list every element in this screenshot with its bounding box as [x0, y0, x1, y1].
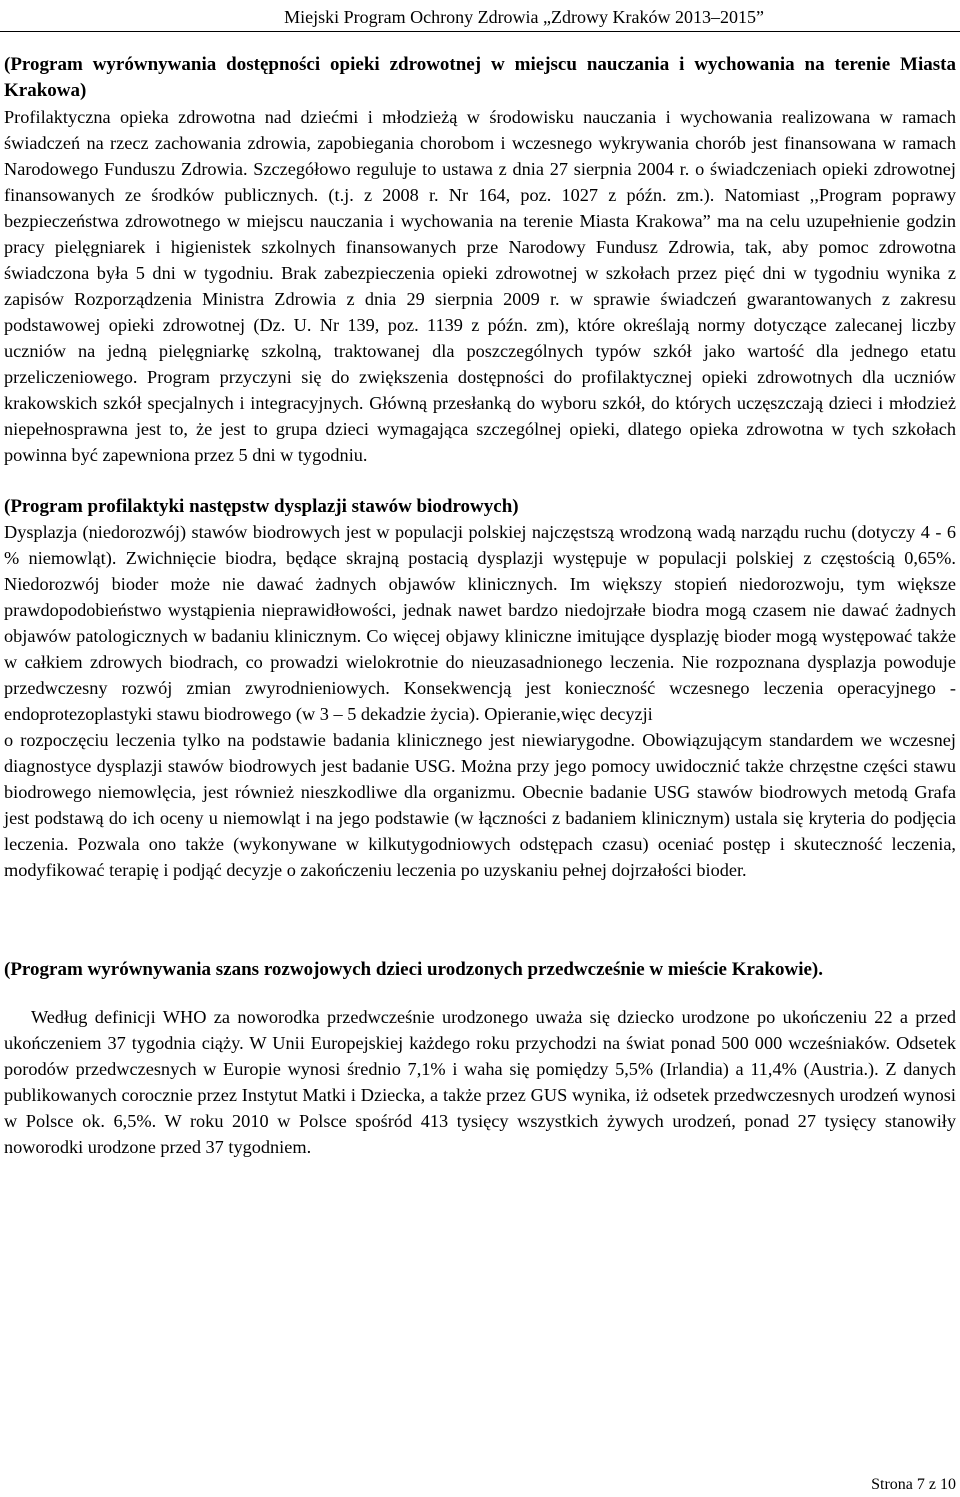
section-heading: (Program wyrównywania szans rozwojowych dzieci urodzonych przedwcześnie w mieście Krakowie). — [4, 959, 823, 980]
section-heading: (Program profilaktyki następstw dysplazji stawów biodrowych) — [4, 496, 519, 517]
body-paragraph: Dysplazja (niedorozwój) stawów biodrowych jest w populacji polskiej najczęstszą wrodzoną wadą narządu ruchu (dotyczy 4 - 6 % niemowląt). Zwichnięcie biodra, będące skrajną postacią dysplazji występuje w populacji polskiej z częstością 0,65%. Niedorozwój bioder może nie dawać żadnych objawów klinicznych. Im większy stopień niedorozwoju, tym większe prawdopodobieństwo wystąpienia nieprawidłowości, jednak nawet bardzo niedojrzałe biodra mogą czasem nie dawać żadnych objawów patologicznych w badaniu klinicznym. Co więcej objawy kliniczne imitujące dysplazję bioder mogą występować także w całkiem zdrowych biodrach, co prowadzi wielokrotnie do nieuzasadnionego leczenia. Nie rozpoznana dysplazja powoduje przedwczesny rozwój zmian zwyrodnieniowych. Konsekwencją jest konieczność wczesnego leczenia operacyjnego - endoprotezoplastyki stawu biodrowego (w 3 – 5 dekadzie życia). Opieranie,więc decyzji — [4, 522, 956, 724]
body-paragraph: Według definicji WHO za noworodka przedwcześnie urodzonego uważa się dziecko urodzone po ukończeniu 22 a przed ukończeniem 37 tygodnia ciąży. W Unii Europejskiej każdego roku przychodzi na świat ponad 500 000 wcześniaków. Odsetek porodów przedwczesnych w Europie wynosi średnio 7,1% i waha się pomiędzy 5,5% (Irlandia) a 11,4% (Austria.). Z danych publikowanych corocznie przez Instytut Matki i Dziecka, a także przez GUS wynika, iż odsetek przedwczesnych urodzeń wynosi w Polsce ok. 6,5%. W roku 2010 w Polsce spośród 413 tysięcy wszystkich żywych urodzeń, ponad 27 tysięcy stanowiły noworodki urodzone przed 37 tygodniem. — [4, 1007, 956, 1157]
header-rule — [0, 31, 960, 32]
page-content — [4, 52, 956, 1160]
page-number: Strona 7 z 10 — [871, 1476, 956, 1493]
section-hip-dysplasia-program — [4, 494, 956, 883]
section-premature-children-program — [4, 956, 956, 1160]
running-header: Miejski Program Ochrony Zdrowia „Zdrowy Kraków 2013–2015” — [284, 7, 764, 27]
body-paragraph: Profilaktyczna opieka zdrowotna nad dziećmi i młodzieżą w środowisku nauczania i wychowania realizowana w ramach świadczeń na rzecz zachowania zdrowia, zapobiegania chorobom i wczesnego wykrywania chorób jest finansowana w ramach Narodowego Funduszu Zdrowia. Szczegółowo reguluje to ustawa z dnia 27 sierpnia 2004 r. o świadczeniach opieki zdrowotnej finansowanych ze środków publicznych. (t.j. z 2008 r. Nr 164, poz. 1027 z późn. zm.). Natomiast ,,Program poprawy bezpieczeństwa zdrowotnego w miejscu nauczania i wychowania na terenie Miasta Krakowa” ma na celu uzupełnienie godzin pracy pielęgniarek i higienistek szkolnych finansowanych prze Narodowy Fundusz Zdrowia, tak, aby pomoc zdrowotna świadczona była 5 dni w tygodniu. Brak zabezpieczenia opieki zdrowotnej w szkołach przez pięć dni w tygodniu wynika z zapisów Rozporządzenia Ministra Zdrowia z dnia 29 sierpnia 2009 r. w sprawie świadczeń gwarantowanych z zakresu podstawowej opieki zdrowotnej (Dz. U. Nr 139, poz. 1139 z późn. zm), które określają normy dotyczące zalecanej liczby uczniów na jedną pielęgniarkę szkolną, traktowanej dla poszczególnych typów szkół jako wartość dla jednego etatu przeliczeniowego. Program przyczyni się do zwiększenia dostępności do profilaktycznej opieki zdrowotnych dla uczniów krakowskich szkół specjalnych i integracyjnych. Główną przesłanką do wyboru szkół, do których uczęszczają dzieci i młodzież niepełnosprawna jest to, że jest to grupa dzieci wymagająca szczególnej opieki, dlatego opieka zdrowotna w tych szkołach powinna być zapewniona przez 5 dni w tygodniu. — [4, 107, 956, 465]
section-heading: (Program wyrównywania dostępności opieki zdrowotnej w miejscu nauczania i wychowania na terenie Miasta Krakowa) — [4, 54, 956, 101]
body-paragraph: o rozpoczęciu leczenia tylko na podstawie badania klinicznego jest niewiarygodne. Obowiązującym standardem we wczesnej diagnostyce dysplazji stawów biodrowych jest badanie USG. Można przy jego pomocy uwidocznić także chrzęstne części stawu biodrowego niemowlęcia, jest również nieszkodliwe dla organizmu. Obecnie badanie USG stawów biodrowych metodą Grafa jest podstawą do ich oceny u niemowląt i na jego podstawie (w łączności z badaniem klinicznym) ustala się kryteria do podjęcia leczenia. Pozwala ono także (wykonywane w kilkutygodniowych odstępach czasu) oceniać postęp i skuteczność leczenia, modyfikować terapię i podjąć decyzje o zakończeniu leczenia po uzyskaniu pełnej dojrzałości bioder. — [4, 730, 956, 880]
section-school-health-program — [4, 52, 956, 468]
